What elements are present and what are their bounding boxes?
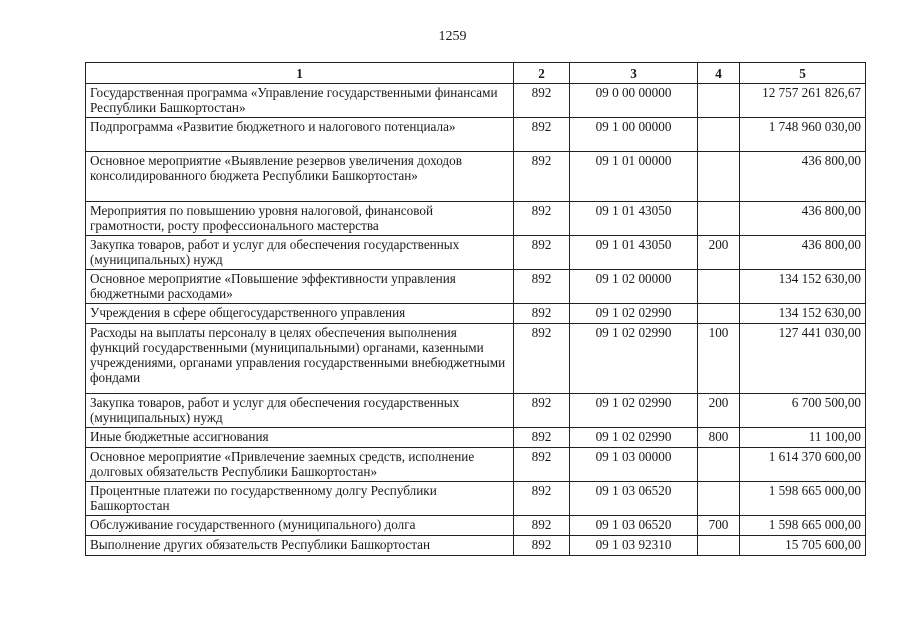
row-col4-cell	[698, 448, 740, 482]
row-col2-cell: 892	[514, 202, 570, 236]
row-name-cell: Закупка товаров, работ и услуг для обеспечения государственных (муниципальных) нужд	[86, 236, 514, 270]
row-code-cell: 09 1 01 00000	[570, 152, 698, 202]
row-col4-cell	[698, 536, 740, 556]
row-name-cell: Учреждения в сфере общегосударственного управления	[86, 304, 514, 324]
row-name-cell: Процентные платежи по государственному долгу Республики Башкортостан	[86, 482, 514, 516]
row-amount-cell: 6 700 500,00	[740, 394, 866, 428]
row-code-cell: 09 1 02 00000	[570, 270, 698, 304]
row-amount-cell: 1 598 665 000,00	[740, 516, 866, 536]
row-col4-cell	[698, 482, 740, 516]
row-col2-cell: 892	[514, 118, 570, 152]
page-number: 1259	[438, 29, 467, 44]
row-col2-cell: 892	[514, 304, 570, 324]
row-amount-cell: 11 100,00	[740, 428, 866, 448]
row-code-cell: 09 1 02 02990	[570, 304, 698, 324]
row-col2-cell: 892	[514, 84, 570, 118]
table-row	[86, 428, 866, 448]
row-col4-cell: 800	[698, 428, 740, 448]
row-amount-cell: 436 800,00	[740, 152, 866, 202]
row-col2-cell: 892	[514, 324, 570, 394]
table-row	[86, 516, 866, 536]
row-amount-cell: 134 152 630,00	[740, 270, 866, 304]
row-code-cell: 09 1 01 43050	[570, 236, 698, 270]
row-col2-cell: 892	[514, 270, 570, 304]
row-col4-cell	[698, 270, 740, 304]
row-col2-cell: 892	[514, 394, 570, 428]
row-amount-cell: 1 614 370 600,00	[740, 448, 866, 482]
row-col2-cell: 892	[514, 152, 570, 202]
row-col2-cell: 892	[514, 428, 570, 448]
row-code-cell: 09 1 02 02990	[570, 394, 698, 428]
table-row	[86, 324, 866, 394]
row-col2-cell: 892	[514, 516, 570, 536]
row-name-cell: Основное мероприятие «Привлечение заемных средств, исполнение долговых обязательств Республики Башкортостан»	[86, 448, 514, 482]
budget-table	[85, 62, 866, 556]
table-row	[86, 482, 866, 516]
row-code-cell: 09 1 02 02990	[570, 324, 698, 394]
row-name-cell: Основное мероприятие «Повышение эффективности управления бюджетными расходами»	[86, 270, 514, 304]
header-col-3: 3	[570, 63, 698, 84]
row-code-cell: 09 1 01 43050	[570, 202, 698, 236]
row-amount-cell: 15 705 600,00	[740, 536, 866, 556]
table-row	[86, 152, 866, 202]
row-col4-cell: 200	[698, 236, 740, 270]
header-col-4: 4	[698, 63, 740, 84]
table-row	[86, 236, 866, 270]
row-col4-cell	[698, 84, 740, 118]
row-col4-cell	[698, 152, 740, 202]
row-amount-cell: 436 800,00	[740, 202, 866, 236]
row-name-cell: Выполнение других обязательств Республики Башкортостан	[86, 536, 514, 556]
row-amount-cell: 12 757 261 826,67	[740, 84, 866, 118]
row-amount-cell: 134 152 630,00	[740, 304, 866, 324]
row-col4-cell: 100	[698, 324, 740, 394]
row-name-cell: Подпрограмма «Развитие бюджетного и налогового потенциала»	[86, 118, 514, 152]
row-name-cell: Мероприятия по повышению уровня налоговой, финансовой грамотности, росту профессионального мастерства	[86, 202, 514, 236]
row-name-cell: Государственная программа «Управление государственными финансами Республики Башкортостан»	[86, 84, 514, 118]
row-col2-cell: 892	[514, 536, 570, 556]
header-col-5: 5	[740, 63, 866, 84]
row-col4-cell: 200	[698, 394, 740, 428]
row-name-cell: Закупка товаров, работ и услуг для обеспечения государственных (муниципальных) нужд	[86, 394, 514, 428]
row-code-cell: 09 0 00 00000	[570, 84, 698, 118]
row-name-cell: Основное мероприятие «Выявление резервов увеличения доходов консолидированного бюджета Республики Башкортостан»	[86, 152, 514, 202]
row-col4-cell	[698, 118, 740, 152]
row-amount-cell: 127 441 030,00	[740, 324, 866, 394]
table-row	[86, 84, 866, 118]
row-name-cell: Расходы на выплаты персоналу в целях обеспечения выполнения функций государственными (муниципальными) органами, казенными учреждениями, органами управления государственными внебюджетными фондами	[86, 324, 514, 394]
row-name-cell: Иные бюджетные ассигнования	[86, 428, 514, 448]
row-col2-cell: 892	[514, 482, 570, 516]
row-amount-cell: 1 748 960 030,00	[740, 118, 866, 152]
row-code-cell: 09 1 02 02990	[570, 428, 698, 448]
table-row	[86, 536, 866, 556]
row-col4-cell	[698, 304, 740, 324]
row-col2-cell: 892	[514, 236, 570, 270]
header-row	[86, 63, 866, 84]
header-col-2: 2	[514, 63, 570, 84]
table-row	[86, 448, 866, 482]
row-code-cell: 09 1 03 00000	[570, 448, 698, 482]
table-row	[86, 118, 866, 152]
row-code-cell: 09 1 00 00000	[570, 118, 698, 152]
table-row	[86, 304, 866, 324]
row-col4-cell	[698, 202, 740, 236]
table-row	[86, 202, 866, 236]
row-col4-cell: 700	[698, 516, 740, 536]
table-row	[86, 270, 866, 304]
row-amount-cell: 1 598 665 000,00	[740, 482, 866, 516]
row-code-cell: 09 1 03 06520	[570, 482, 698, 516]
row-code-cell: 09 1 03 06520	[570, 516, 698, 536]
row-amount-cell: 436 800,00	[740, 236, 866, 270]
row-name-cell: Обслуживание государственного (муниципального) долга	[86, 516, 514, 536]
row-code-cell: 09 1 03 92310	[570, 536, 698, 556]
header-col-1: 1	[86, 63, 514, 84]
table-row	[86, 394, 866, 428]
row-col2-cell: 892	[514, 448, 570, 482]
